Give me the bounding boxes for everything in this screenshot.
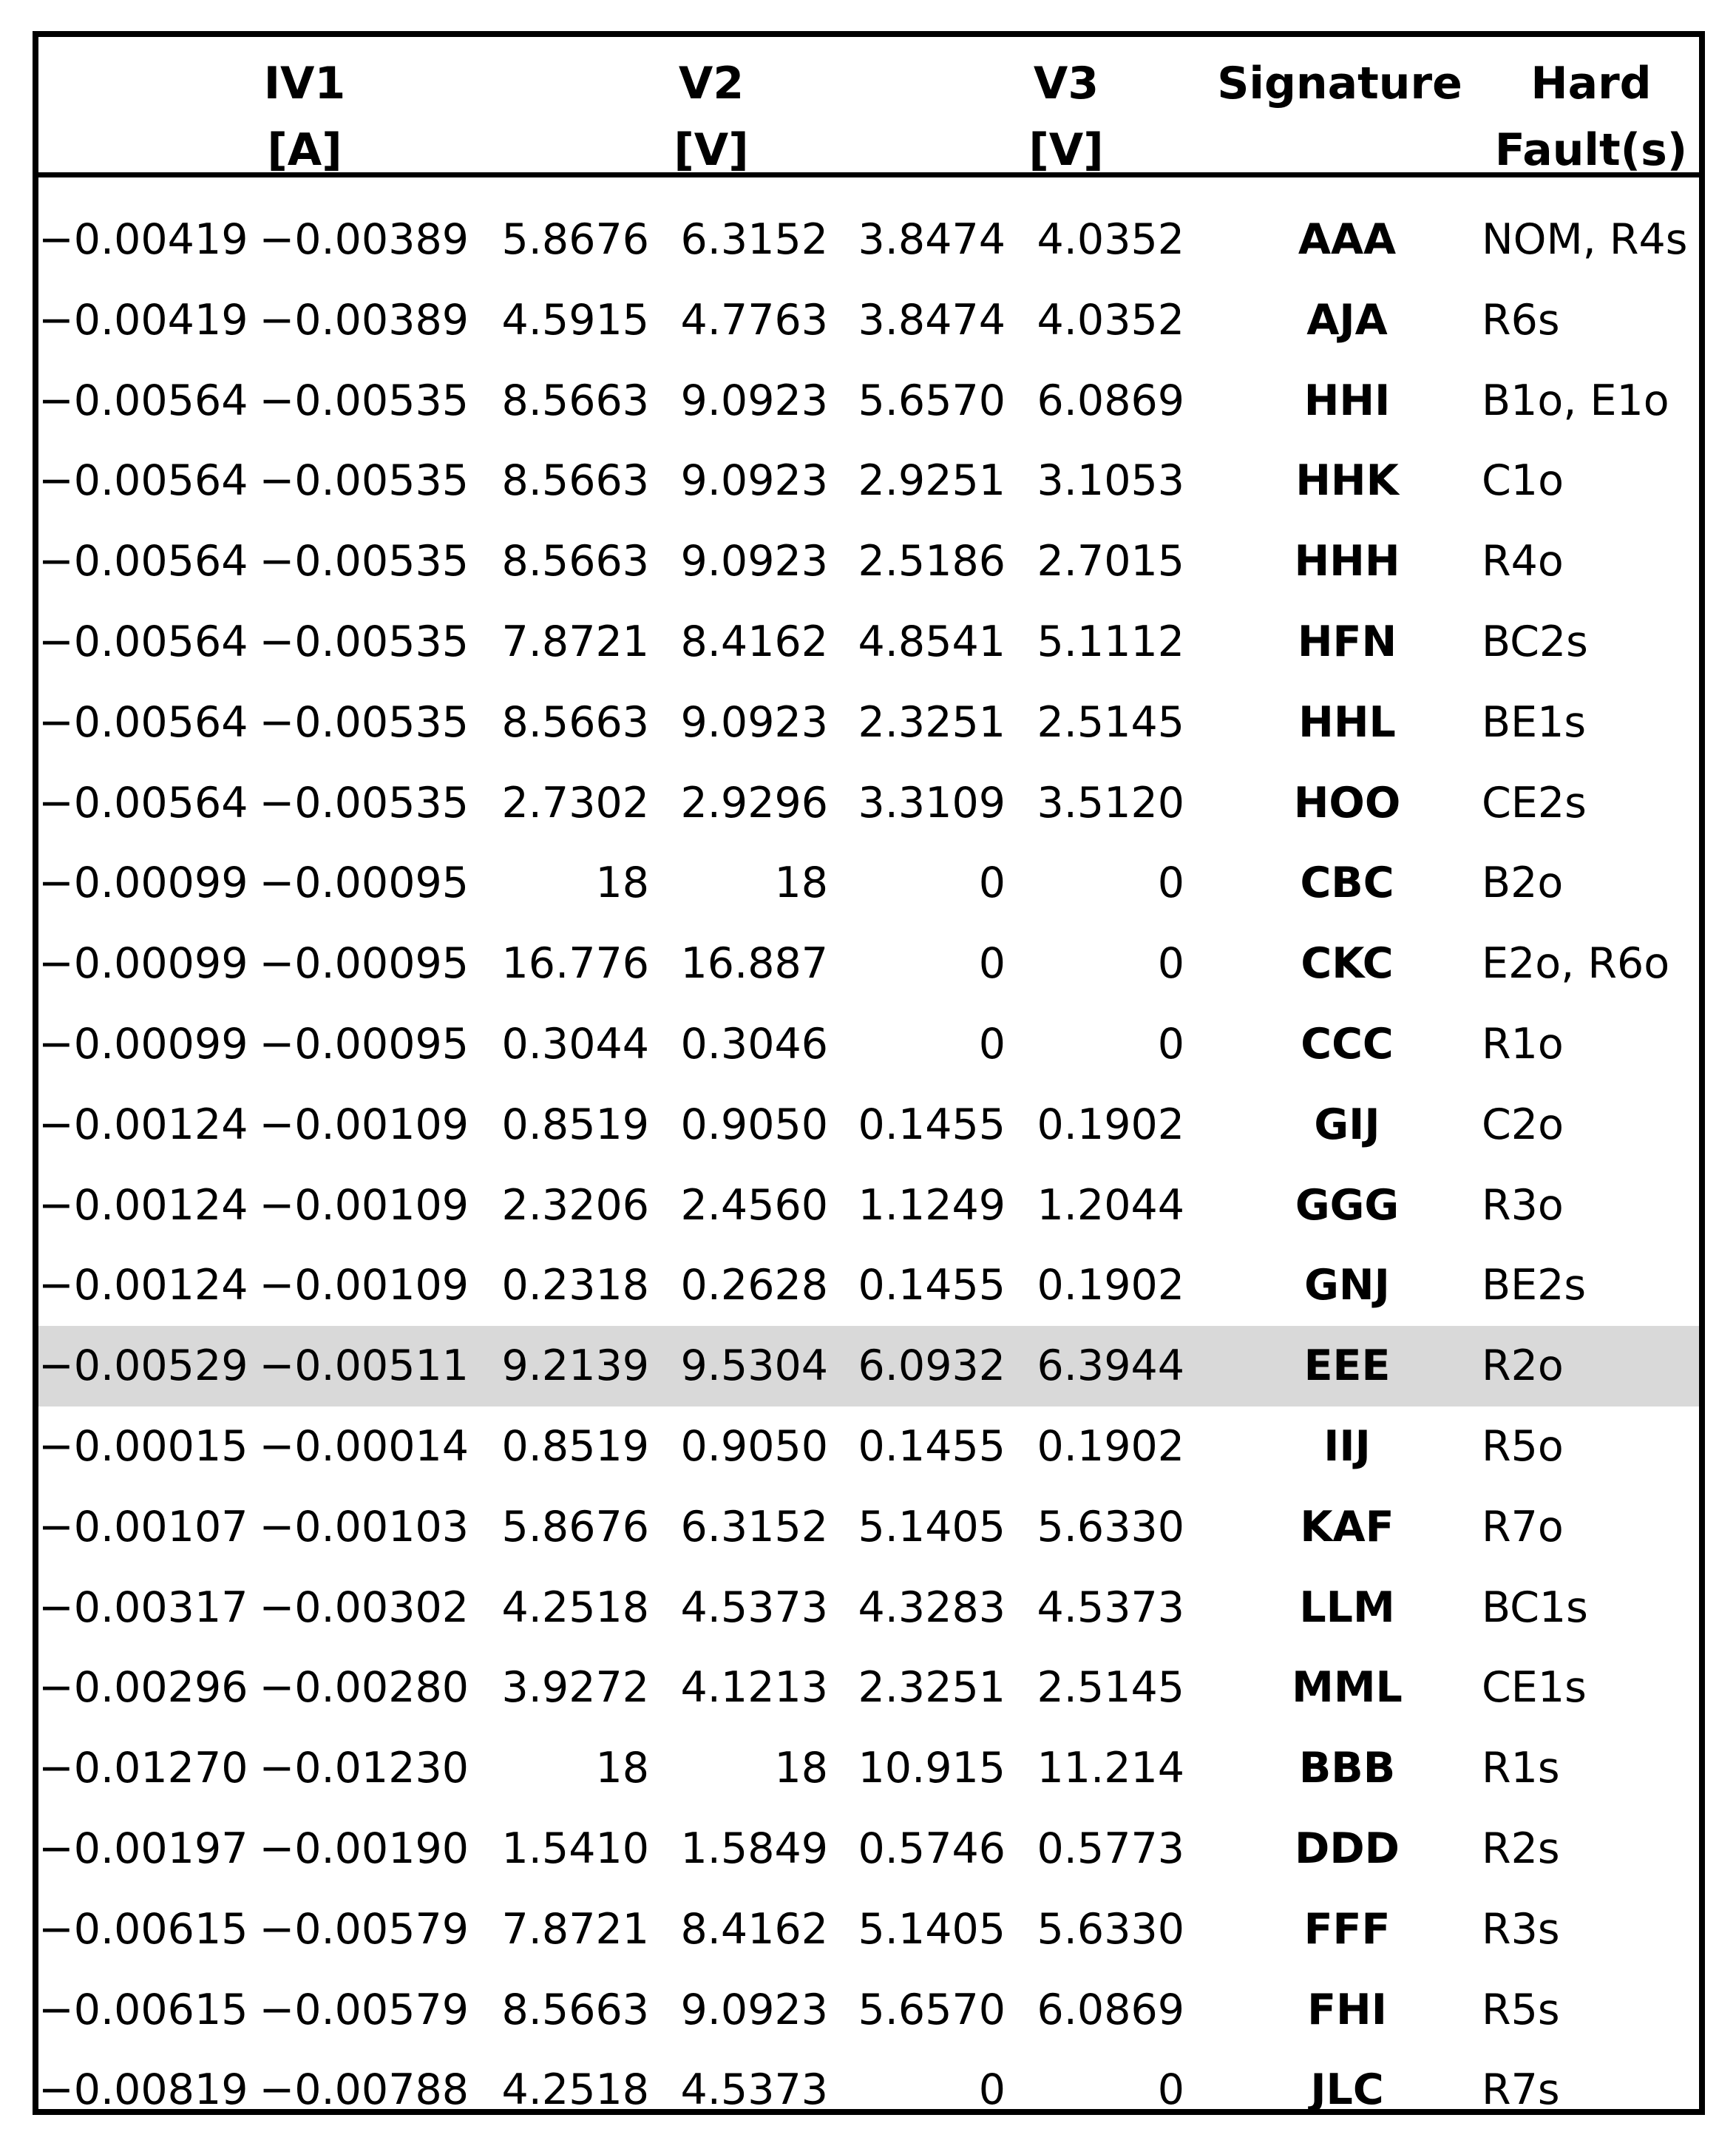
cell-v2-max: 8.4162 <box>680 1904 828 1954</box>
cell-fault: CE1s <box>1482 1663 1587 1713</box>
table-row <box>38 1970 1699 2051</box>
cell-iv1-min: −0.00124 <box>38 1180 248 1230</box>
cell-v2-max: 18 <box>774 1744 828 1793</box>
table-row <box>38 280 1699 361</box>
cell-fault: R5s <box>1482 1985 1560 2034</box>
fault-signature-table <box>33 31 1705 2115</box>
table-row <box>38 361 1699 441</box>
cell-fault: R3o <box>1482 1180 1564 1230</box>
cell-v3-min: 0 <box>978 859 1006 908</box>
cell-iv1-min: −0.00564 <box>38 376 248 425</box>
header-v3-unit: [V] <box>1028 124 1104 176</box>
cell-v3-max: 3.1053 <box>1037 456 1184 506</box>
cell-v3-max: 6.0869 <box>1037 1985 1184 2034</box>
cell-v3-min: 5.6570 <box>858 1985 1006 2034</box>
cell-iv1-min: −0.00107 <box>38 1502 248 1551</box>
cell-v3-min: 0 <box>978 1019 1006 1069</box>
table-row <box>38 763 1699 844</box>
cell-v3-min: 0.1455 <box>858 1261 1006 1310</box>
cell-v3-min: 5.1405 <box>858 1904 1006 1954</box>
cell-iv1-max: −0.00535 <box>259 697 469 747</box>
cell-iv1-max: −0.00190 <box>259 1824 469 1873</box>
header-v3 <box>955 50 1177 183</box>
cell-v2-min: 18 <box>595 859 649 908</box>
cell-v3-min: 10.915 <box>858 1744 1006 1793</box>
cell-v3-min: 2.3251 <box>858 697 1006 747</box>
cell-v3-min: 2.9251 <box>858 456 1006 506</box>
cell-v3-max: 0 <box>1157 859 1184 908</box>
cell-v3-max: 2.5145 <box>1037 697 1184 747</box>
cell-v2-min: 4.5915 <box>501 295 649 345</box>
cell-v2-min: 5.8676 <box>501 1502 649 1551</box>
cell-v2-max: 6.3152 <box>680 1502 828 1551</box>
header-hard-fault-line2: Fault(s) <box>1494 124 1688 176</box>
header-v3-name: V3 <box>1033 58 1099 109</box>
cell-v2-min: 16.776 <box>501 939 649 989</box>
cell-signature: AJA <box>1306 295 1388 345</box>
cell-v3-min: 5.1405 <box>858 1502 1006 1551</box>
cell-signature: CCC <box>1301 1019 1394 1069</box>
cell-v2-min: 8.5663 <box>501 376 649 425</box>
cell-fault: BC1s <box>1482 1583 1588 1632</box>
table-row <box>38 1407 1699 1487</box>
cell-iv1-min: −0.00419 <box>38 295 248 345</box>
cell-fault: R7s <box>1482 2065 1560 2115</box>
cell-signature: BBB <box>1298 1744 1396 1793</box>
cell-iv1-min: −0.00419 <box>38 215 248 264</box>
cell-iv1-min: −0.00099 <box>38 939 248 989</box>
cell-v2-min: 0.8519 <box>501 1421 649 1471</box>
cell-signature: KAF <box>1300 1502 1394 1551</box>
cell-fault: R2s <box>1482 1824 1560 1873</box>
cell-iv1-min: −0.00197 <box>38 1824 248 1873</box>
cell-iv1-max: −0.00579 <box>259 1904 469 1954</box>
header-hard-fault-line1: Hard <box>1530 58 1652 109</box>
cell-signature: CBC <box>1300 859 1394 908</box>
cell-v2-max: 1.5849 <box>680 1824 828 1873</box>
cell-fault: R5o <box>1482 1421 1564 1471</box>
cell-v2-max: 4.7763 <box>680 295 828 345</box>
cell-v2-max: 2.4560 <box>680 1180 828 1230</box>
cell-v3-min: 3.8474 <box>858 215 1006 264</box>
cell-iv1-min: −0.00099 <box>38 1019 248 1069</box>
header-signature <box>1192 50 1488 117</box>
cell-iv1-min: −0.00615 <box>38 1904 248 1954</box>
table-header <box>38 37 1699 177</box>
cell-v2-max: 4.5373 <box>680 2065 828 2115</box>
cell-iv1-min: −0.00564 <box>38 537 248 586</box>
cell-v3-max: 2.5145 <box>1037 1663 1184 1713</box>
cell-v3-max: 0.1902 <box>1037 1261 1184 1310</box>
table-row <box>38 683 1699 763</box>
table-row <box>38 1326 1699 1407</box>
header-signature-name: Signature <box>1217 58 1462 109</box>
cell-v3-min: 3.8474 <box>858 295 1006 345</box>
cell-signature: IIJ <box>1323 1421 1371 1471</box>
cell-fault: B1o, E1o <box>1482 376 1669 425</box>
cell-v3-min: 0.1455 <box>858 1100 1006 1149</box>
cell-iv1-max: −0.00302 <box>259 1583 469 1632</box>
cell-fault: R4o <box>1482 537 1564 586</box>
table-row <box>38 1889 1699 1970</box>
table-row <box>38 441 1699 521</box>
header-iv1-name: IV1 <box>263 58 346 109</box>
cell-iv1-min: −0.01270 <box>38 1744 248 1793</box>
cell-v2-min: 9.2139 <box>501 1341 649 1391</box>
cell-fault: BE2s <box>1482 1261 1587 1310</box>
table-row <box>38 2050 1699 2130</box>
cell-fault: R2o <box>1482 1341 1564 1391</box>
cell-v2-max: 2.9296 <box>680 778 828 827</box>
cell-v3-min: 5.6570 <box>858 376 1006 425</box>
header-iv1-unit: [A] <box>267 124 342 176</box>
cell-v3-min: 0.1455 <box>858 1421 1006 1471</box>
cell-fault: R7o <box>1482 1502 1564 1551</box>
table-row <box>38 1809 1699 1889</box>
cell-v3-max: 4.5373 <box>1037 1583 1184 1632</box>
cell-iv1-min: −0.00317 <box>38 1583 248 1632</box>
table-row <box>38 1487 1699 1568</box>
cell-v3-max: 6.3944 <box>1037 1341 1184 1391</box>
cell-v3-max: 6.0869 <box>1037 376 1184 425</box>
header-v2 <box>600 50 822 183</box>
cell-v2-max: 9.0923 <box>680 1985 828 2034</box>
cell-v2-min: 8.5663 <box>501 1985 649 2034</box>
cell-iv1-min: −0.00529 <box>38 1341 248 1391</box>
cell-signature: FFF <box>1303 1904 1391 1954</box>
cell-v3-max: 11.214 <box>1037 1744 1184 1793</box>
cell-iv1-max: −0.00095 <box>259 1019 469 1069</box>
cell-iv1-min: −0.00124 <box>38 1261 248 1310</box>
cell-fault: B2o <box>1482 859 1564 908</box>
cell-v2-min: 0.8519 <box>501 1100 649 1149</box>
cell-v3-max: 1.2044 <box>1037 1180 1184 1230</box>
cell-v2-max: 0.9050 <box>680 1100 828 1149</box>
cell-fault: R6s <box>1482 295 1560 345</box>
cell-fault: C1o <box>1482 456 1564 506</box>
cell-signature: HFN <box>1297 617 1397 666</box>
table-body <box>38 200 1699 2130</box>
cell-signature: CKC <box>1301 939 1394 989</box>
cell-iv1-max: −0.00109 <box>259 1100 469 1149</box>
cell-iv1-max: −0.00095 <box>259 859 469 908</box>
cell-iv1-max: −0.00095 <box>259 939 469 989</box>
cell-iv1-min: −0.00615 <box>38 1985 248 2034</box>
cell-v2-max: 4.1213 <box>680 1663 828 1713</box>
cell-signature: LLM <box>1299 1583 1395 1632</box>
cell-iv1-min: −0.00564 <box>38 617 248 666</box>
cell-v2-min: 4.2518 <box>501 1583 649 1632</box>
cell-v3-min: 2.3251 <box>858 1663 1006 1713</box>
cell-iv1-max: −0.00535 <box>259 537 469 586</box>
cell-v3-min: 4.8541 <box>858 617 1006 666</box>
cell-iv1-max: −0.00579 <box>259 1985 469 2034</box>
cell-v3-min: 4.3283 <box>858 1583 1006 1632</box>
header-v2-name: V2 <box>678 58 745 109</box>
cell-v3-max: 2.7015 <box>1037 537 1184 586</box>
cell-v2-min: 0.2318 <box>501 1261 649 1310</box>
cell-iv1-max: −0.00280 <box>259 1663 469 1713</box>
cell-iv1-max: −0.00109 <box>259 1180 469 1230</box>
cell-v3-max: 5.1112 <box>1037 617 1184 666</box>
table-row <box>38 1085 1699 1165</box>
cell-signature: GNJ <box>1304 1261 1390 1310</box>
cell-iv1-max: −0.00389 <box>259 215 469 264</box>
cell-signature: DDD <box>1295 1824 1400 1873</box>
cell-v2-max: 9.0923 <box>680 537 828 586</box>
table-row <box>38 1728 1699 1809</box>
cell-fault: R3s <box>1482 1904 1560 1954</box>
cell-fault: R1s <box>1482 1744 1560 1793</box>
cell-v2-min: 7.8721 <box>501 617 649 666</box>
cell-iv1-min: −0.00099 <box>38 859 248 908</box>
cell-v3-max: 5.6330 <box>1037 1904 1184 1954</box>
cell-v2-max: 9.0923 <box>680 697 828 747</box>
cell-v2-min: 2.3206 <box>501 1180 649 1230</box>
cell-v3-min: 0.5746 <box>858 1824 1006 1873</box>
cell-fault: C2o <box>1482 1100 1564 1149</box>
table-row <box>38 602 1699 683</box>
cell-v2-min: 8.5663 <box>501 697 649 747</box>
cell-v3-min: 0 <box>978 939 1006 989</box>
cell-v2-max: 16.887 <box>680 939 828 989</box>
cell-v2-min: 3.9272 <box>501 1663 649 1713</box>
cell-v3-max: 5.6330 <box>1037 1502 1184 1551</box>
cell-iv1-min: −0.00564 <box>38 778 248 827</box>
cell-v2-min: 7.8721 <box>501 1904 649 1954</box>
cell-v2-max: 6.3152 <box>680 215 828 264</box>
cell-fault: BC2s <box>1482 617 1588 666</box>
table-row <box>38 924 1699 1004</box>
cell-fault: BE1s <box>1482 697 1587 747</box>
cell-v3-max: 4.0352 <box>1037 295 1184 345</box>
cell-iv1-max: −0.00788 <box>259 2065 469 2115</box>
cell-v3-min: 2.5186 <box>858 537 1006 586</box>
cell-iv1-max: −0.00535 <box>259 456 469 506</box>
cell-signature: EEE <box>1303 1341 1391 1391</box>
cell-v2-min: 1.5410 <box>501 1824 649 1873</box>
cell-v3-max: 0 <box>1157 939 1184 989</box>
cell-v2-min: 8.5663 <box>501 456 649 506</box>
cell-iv1-max: −0.00103 <box>259 1502 469 1551</box>
cell-iv1-max: −0.00109 <box>259 1261 469 1310</box>
cell-signature: FHI <box>1307 1985 1387 2034</box>
cell-v2-max: 9.0923 <box>680 456 828 506</box>
cell-signature: JLC <box>1310 2065 1384 2115</box>
cell-signature: AAA <box>1298 215 1397 264</box>
cell-v3-min: 1.1249 <box>858 1180 1006 1230</box>
cell-signature: HHK <box>1295 456 1399 506</box>
table-row <box>38 1568 1699 1648</box>
cell-v3-max: 0 <box>1157 2065 1184 2115</box>
cell-iv1-max: −0.00535 <box>259 617 469 666</box>
cell-v2-min: 8.5663 <box>501 537 649 586</box>
cell-signature: HHL <box>1298 697 1396 747</box>
table-row <box>38 200 1699 280</box>
cell-iv1-max: −0.00511 <box>259 1341 469 1391</box>
cell-v3-min: 6.0932 <box>858 1341 1006 1391</box>
cell-signature: HHI <box>1303 376 1391 425</box>
table-row <box>38 1245 1699 1326</box>
cell-v2-max: 18 <box>774 859 828 908</box>
cell-v2-max: 9.0923 <box>680 376 828 425</box>
cell-iv1-min: −0.00564 <box>38 456 248 506</box>
cell-v2-max: 4.5373 <box>680 1583 828 1632</box>
header-v2-unit: [V] <box>674 124 749 176</box>
cell-signature: GIJ <box>1314 1100 1380 1149</box>
cell-signature: HHH <box>1294 537 1400 586</box>
cell-iv1-min: −0.00564 <box>38 697 248 747</box>
cell-v3-max: 0.5773 <box>1037 1824 1184 1873</box>
cell-v2-max: 0.2628 <box>680 1261 828 1310</box>
cell-fault: NOM, R4s <box>1482 215 1688 264</box>
cell-v2-min: 4.2518 <box>501 2065 649 2115</box>
table-row <box>38 843 1699 924</box>
cell-iv1-min: −0.00124 <box>38 1100 248 1149</box>
table-row <box>38 1004 1699 1085</box>
cell-v3-min: 0 <box>978 2065 1006 2115</box>
cell-v3-max: 4.0352 <box>1037 215 1184 264</box>
cell-v3-min: 3.3109 <box>858 778 1006 827</box>
cell-v3-max: 0.1902 <box>1037 1421 1184 1471</box>
cell-fault: E2o, R6o <box>1482 939 1670 989</box>
cell-v2-min: 2.7302 <box>501 778 649 827</box>
cell-v2-max: 9.5304 <box>680 1341 828 1391</box>
cell-signature: MML <box>1292 1663 1403 1713</box>
cell-v2-max: 0.9050 <box>680 1421 828 1471</box>
cell-fault: R1o <box>1482 1019 1564 1069</box>
cell-v3-max: 3.5120 <box>1037 778 1184 827</box>
cell-iv1-min: −0.00296 <box>38 1663 248 1713</box>
table-row <box>38 521 1699 602</box>
cell-iv1-max: −0.00014 <box>259 1421 469 1471</box>
table-row <box>38 1165 1699 1246</box>
cell-iv1-min: −0.00819 <box>38 2065 248 2115</box>
cell-v2-max: 0.3046 <box>680 1019 828 1069</box>
cell-v2-min: 0.3044 <box>501 1019 649 1069</box>
header-iv1 <box>194 50 416 183</box>
cell-iv1-max: −0.01230 <box>259 1744 469 1793</box>
cell-fault: CE2s <box>1482 778 1587 827</box>
cell-v2-min: 5.8676 <box>501 215 649 264</box>
cell-v2-max: 8.4162 <box>680 617 828 666</box>
cell-signature: GGG <box>1295 1180 1400 1230</box>
cell-v3-max: 0 <box>1157 1019 1184 1069</box>
cell-iv1-max: −0.00535 <box>259 376 469 425</box>
header-hard-fault <box>1480 50 1702 183</box>
cell-v2-min: 18 <box>595 1744 649 1793</box>
table-row <box>38 1648 1699 1728</box>
cell-v3-max: 0.1902 <box>1037 1100 1184 1149</box>
cell-iv1-min: −0.00015 <box>38 1421 248 1471</box>
cell-signature: HOO <box>1293 778 1401 827</box>
cell-iv1-max: −0.00535 <box>259 778 469 827</box>
cell-iv1-max: −0.00389 <box>259 295 469 345</box>
